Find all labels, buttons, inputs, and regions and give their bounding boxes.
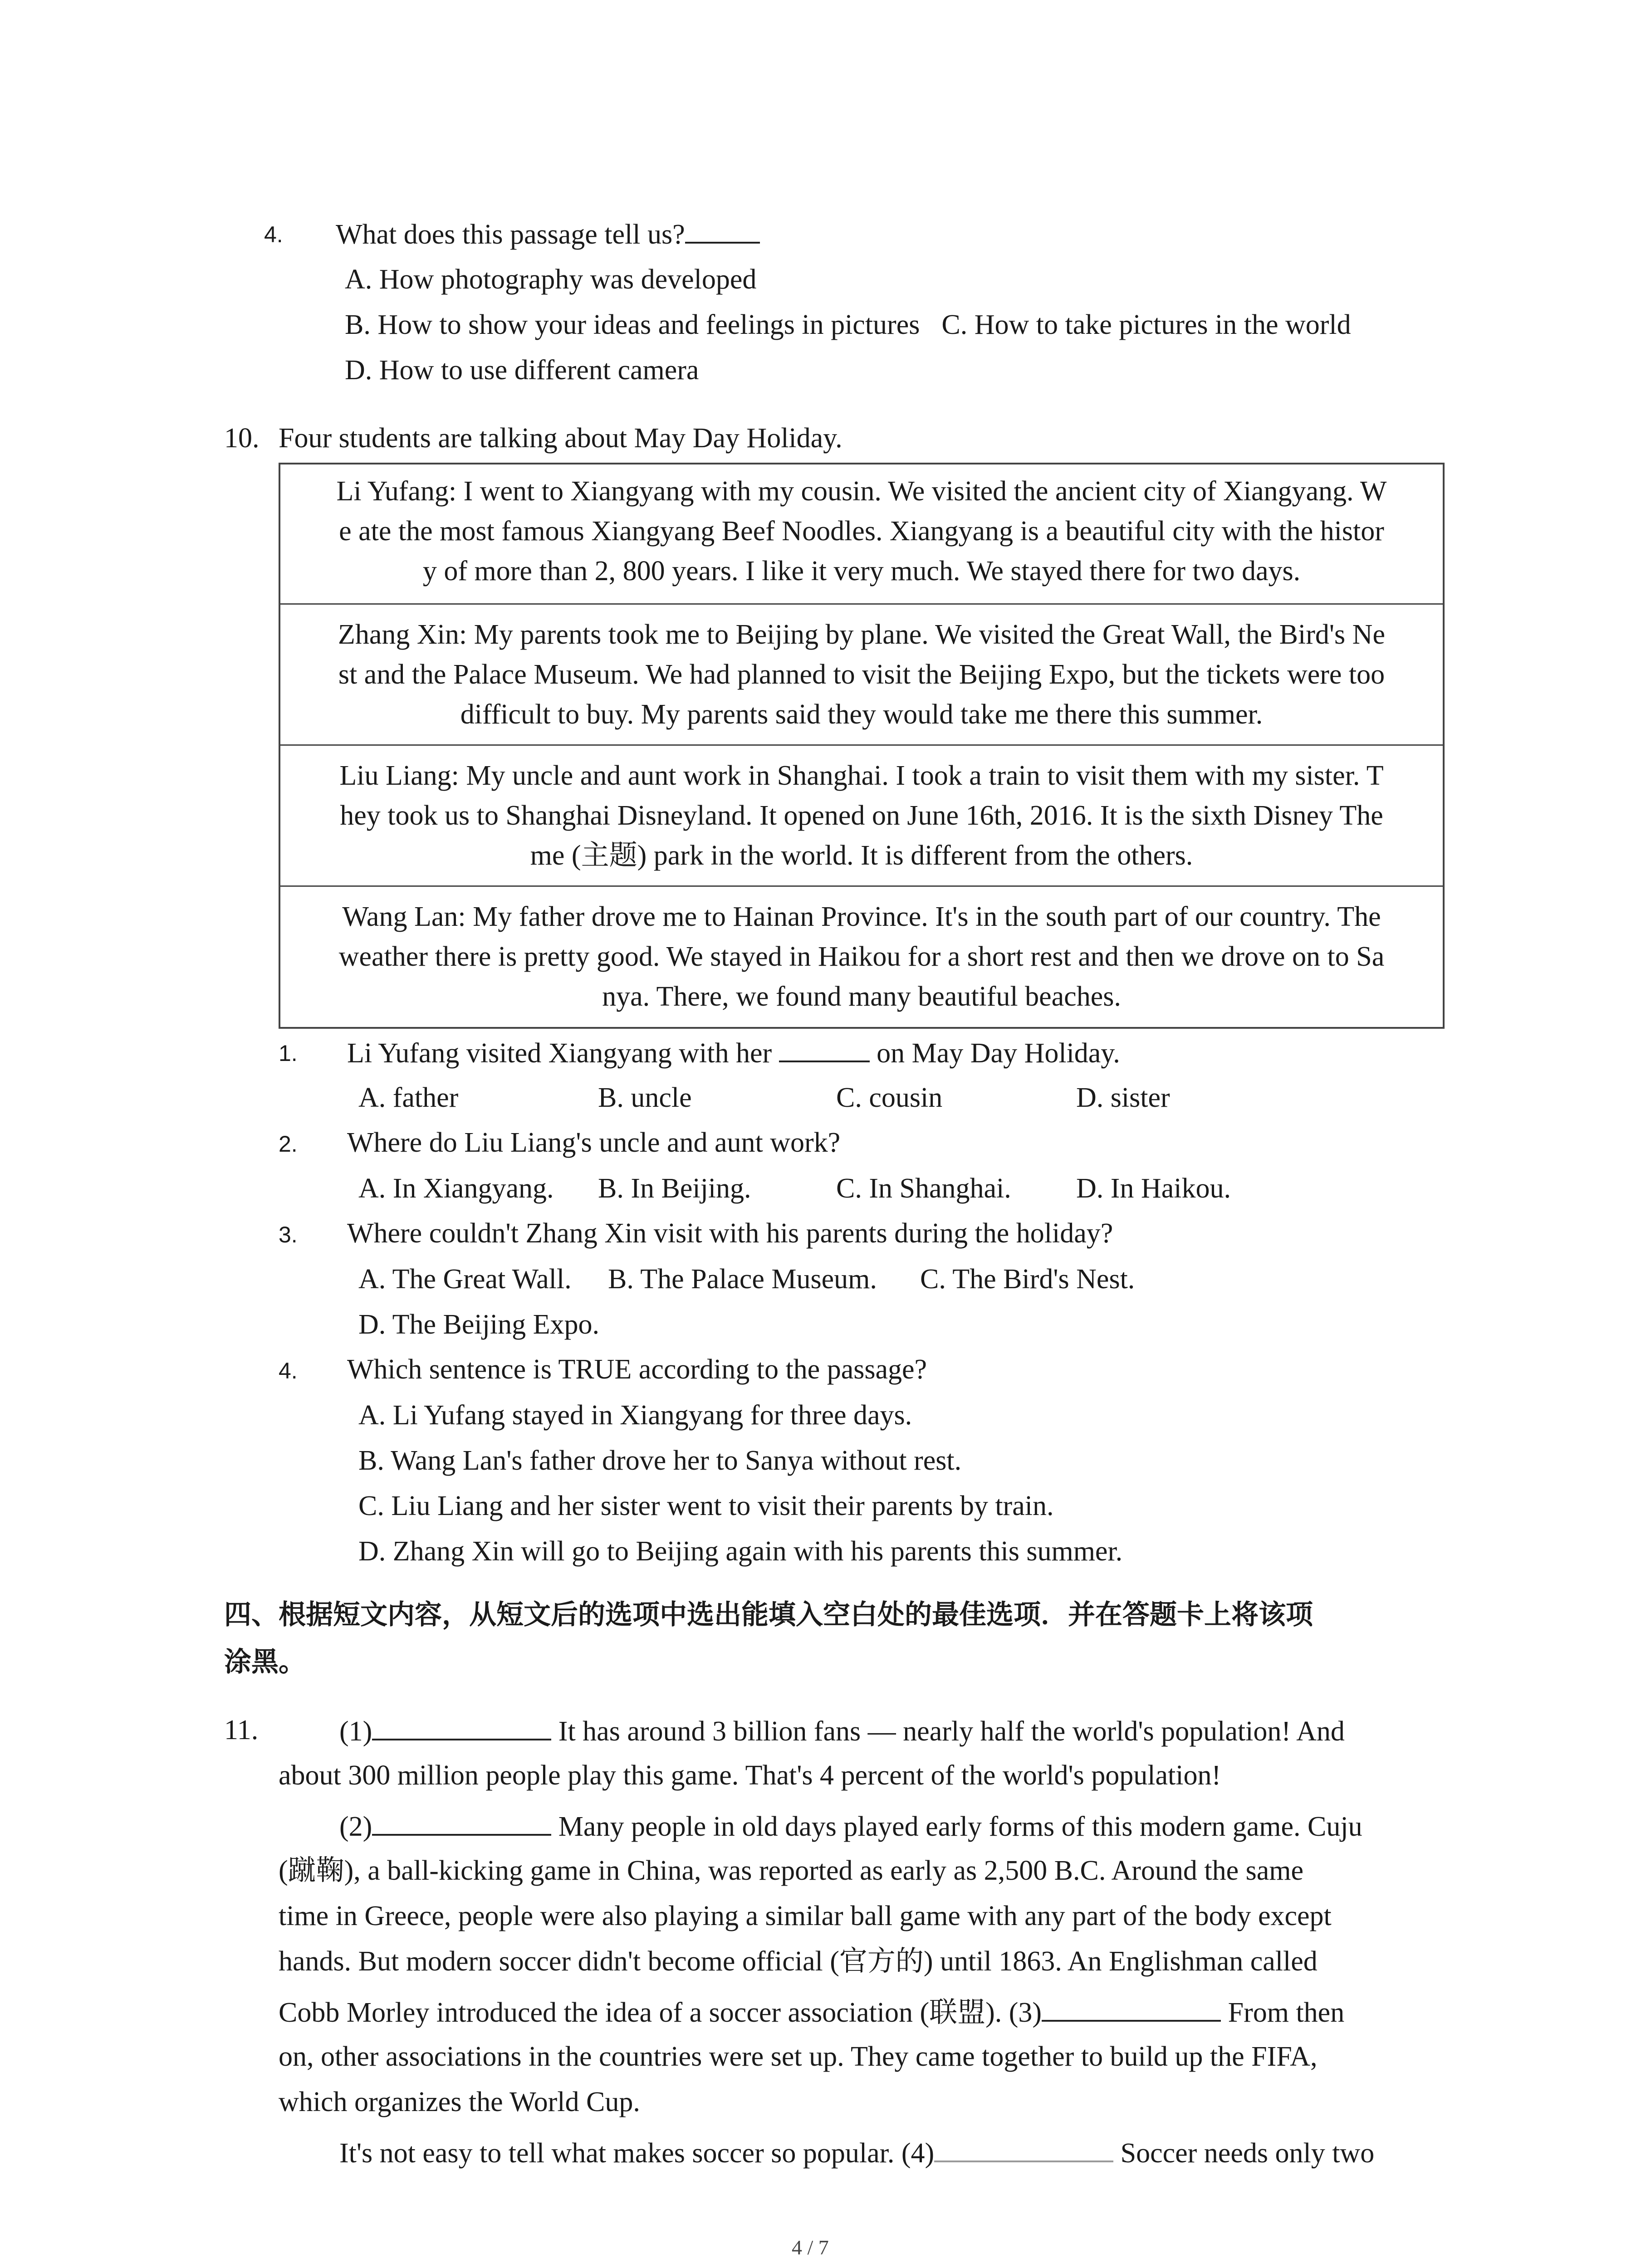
option-c: C. The Bird's Nest. [920, 1264, 1135, 1295]
answer-blank [779, 1035, 870, 1062]
question-stem: Li Yufang visited Xiangyang with her on May Day Holiday. [347, 1035, 1120, 1070]
option-c: C. In Shanghai. [836, 1173, 1011, 1204]
passage-line: (2) Many people in old days played early forms of this modern game. Cuju [339, 1809, 1362, 1843]
passage-line: (蹴鞠), a ball-kicking game in China, was reported as early as 2,500 B.C. Around the same [279, 1855, 1304, 1886]
option-a: A. father [358, 1082, 459, 1113]
option-a: A. In Xiangyang. [358, 1173, 554, 1204]
passage-line: Cobb Morley introduced the idea of a soccer association (联盟). (3) From then [279, 1994, 1344, 2029]
answer-blank-2 [372, 1809, 551, 1836]
question-number: 2. [279, 1131, 298, 1157]
option-c: C. Liu Liang and her sister went to visit their parents by train. [358, 1491, 1054, 1521]
option-d: D. How to use different camera [345, 355, 699, 386]
student-statements-table [279, 463, 1445, 1029]
statement-liu-liang: Liu Liang: My uncle and aunt work in Shanghai. I took a train to visit them with my sister. T hey took us to Shanghai Disneyland. It opened on June 16th, 2016. It is the sixth Disney The me (主题) park in the world. It is different from the others. [280, 744, 1443, 885]
passage-line: time in Greece, people were also playing a similar ball game with any part of the body except [279, 1901, 1332, 1931]
passage-line: (1) It has around 3 billion fans — nearly half the world's population! And [339, 1713, 1345, 1748]
question-stem: Where couldn't Zhang Xin visit with his parents during the holiday? [347, 1218, 1113, 1249]
question-number: 4. [264, 222, 283, 247]
question-number: 10. [224, 423, 260, 454]
option-b: B. How to show your ideas and feelings in pictures C. How to take pictures in the world [345, 309, 1351, 340]
question-number: 11. [224, 1715, 259, 1745]
passage-line: It's not easy to tell what makes soccer so popular. (4) Soccer needs only two [339, 2135, 1374, 2170]
option-d: D. In Haikou. [1076, 1173, 1231, 1204]
option-c: C. cousin [836, 1082, 943, 1113]
section-heading: 四、根据短文内容，从短文后的选项中选出能填入空白处的最佳选项．并在答题卡上将该项 [224, 1599, 1313, 1631]
answer-blank [685, 216, 760, 244]
passage-line: about 300 million people play this game. That's 4 percent of the world's population! [279, 1760, 1221, 1791]
question-number: 4. [279, 1358, 298, 1383]
statement-li-yufang: Li Yufang: I went to Xiangyang with my cousin. We visited the ancient city of Xiangyang. W e ate the most famous Xiangyang Beef Noodles. Xiangyang is a beautiful city with the histor y of more than 2, 800 years. I like it very much. We stayed there for two days. [336, 476, 1387, 587]
option-a: A. Li Yufang stayed in Xiangyang for three days. [358, 1400, 912, 1431]
option-b: B. Wang Lan's father drove her to Sanya without rest. [358, 1445, 962, 1476]
passage-line: which organizes the World Cup. [279, 2087, 640, 2117]
option-b: B. uncle [598, 1082, 692, 1113]
option-c: C. How to take pictures in the world [941, 309, 1351, 340]
option-a: A. How photography was developed [345, 264, 757, 295]
question-intro: Four students are talking about May Day Holiday. [279, 423, 843, 454]
option-d: D. Zhang Xin will go to Beijing again with his parents this summer. [358, 1536, 1123, 1567]
passage-line: hands. But modern soccer didn't become official (官方的) until 1863. An Englishman called [279, 1946, 1318, 1977]
page-number: 4 / 7 [792, 2236, 829, 2259]
question-stem: What does this passage tell us? [336, 216, 760, 251]
option-d: D. sister [1076, 1082, 1170, 1113]
answer-blank-1 [372, 1713, 551, 1740]
question-number: 1. [279, 1041, 298, 1066]
answer-blank-4 [934, 2135, 1113, 2162]
passage-line: on, other associations in the countries were set up. They came together to build up the FIFA, [279, 2041, 1318, 2072]
answer-blank-3 [1042, 1994, 1221, 2022]
option-d: D. The Beijing Expo. [358, 1309, 599, 1340]
section-heading-cont: 涂黑。 [224, 1646, 306, 1678]
question-stem: Which sentence is TRUE according to the passage? [347, 1354, 927, 1385]
statement-wang-lan: Wang Lan: My father drove me to Hainan Province. It's in the south part of our country. The weather there is pretty good. We stayed in Haikou for a short rest and then we drove on to Sa nya. There, we found many beautiful beaches. [280, 885, 1443, 1027]
option-b: B. In Beijing. [598, 1173, 751, 1204]
question-number: 3. [279, 1222, 298, 1247]
question-stem: Where do Liu Liang's uncle and aunt work? [347, 1127, 841, 1158]
option-b: B. The Palace Museum. [608, 1264, 877, 1295]
statement-zhang-xin: Zhang Xin: My parents took me to Beijing by plane. We visited the Great Wall, the Bird's Ne st and the Palace Museum. We had planned to visit the Beijing Expo, but the tickets were too difficult to buy. My parents said they would take me there this summer. [280, 603, 1443, 744]
option-a: A. The Great Wall. [358, 1264, 572, 1295]
